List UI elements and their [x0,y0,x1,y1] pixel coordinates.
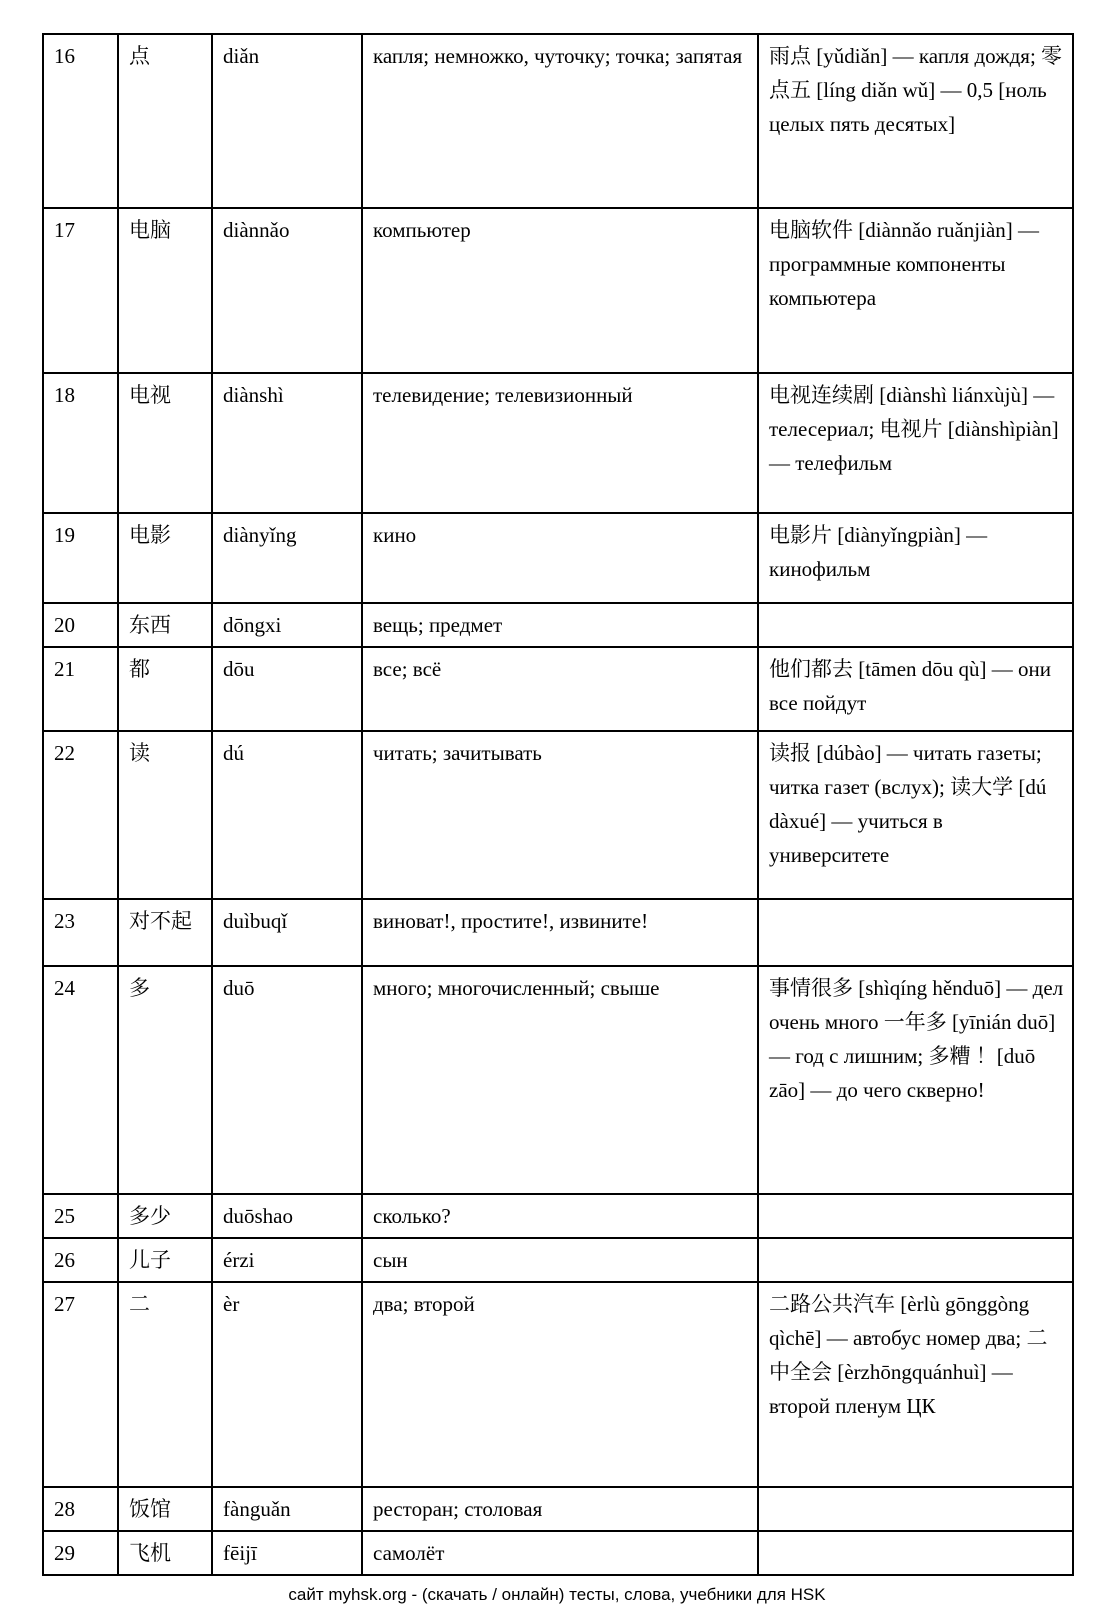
example-cell: 电视连续剧 [diànshì liánxùjù] — телесериал; 电视片 [diànshìpiàn] — телефильм [758,373,1073,513]
table-row [43,899,1073,966]
translation-cell: вещь; предмет [362,603,758,647]
row-number-cell: 29 [43,1531,118,1575]
pinyin-cell: duōshao [212,1194,362,1238]
hanzi-cell: 对不起 [118,899,212,966]
hanzi-cell: 读 [118,731,212,899]
footer-site-note: сайт myhsk.org - (скачать / онлайн) тесты, слова, учебники для HSK [288,1585,826,1604]
table-row [43,966,1073,1194]
hanzi-cell: 饭馆 [118,1487,212,1531]
row-number-cell: 22 [43,731,118,899]
row-number-cell: 16 [43,34,118,208]
pinyin-cell: dōu [212,647,362,731]
row-number-cell: 28 [43,1487,118,1531]
pinyin-cell: érzi [212,1238,362,1282]
hanzi-cell: 电脑 [118,208,212,373]
row-number-cell: 17 [43,208,118,373]
table-row [43,1282,1073,1487]
translation-cell: сын [362,1238,758,1282]
translation-cell: сколько? [362,1194,758,1238]
table-row [43,208,1073,373]
table-row [43,1487,1073,1531]
translation-cell: компьютер [362,208,758,373]
table-row [43,513,1073,603]
pinyin-cell: dú [212,731,362,899]
document-page [0,33,1114,1617]
translation-cell: капля; немножко, чуточку; точка; запятая [362,34,758,208]
table-row [43,603,1073,647]
translation-cell: все; всё [362,647,758,731]
example-cell [758,1238,1073,1282]
example-cell: 电影片 [diànyǐngpiàn] — кинофильм [758,513,1073,603]
translation-cell: ресторан; столовая [362,1487,758,1531]
pinyin-cell: èr [212,1282,362,1487]
pinyin-cell: diǎn [212,34,362,208]
translation-cell: самолёт [362,1531,758,1575]
hanzi-cell: 电影 [118,513,212,603]
hanzi-cell: 多少 [118,1194,212,1238]
example-cell [758,1194,1073,1238]
hanzi-cell: 多 [118,966,212,1194]
example-cell: 事情很多 [shìqíng hěnduō] — дел очень много 一年多 [yīnián duō] — год с лишним; 多糟 ！[duō zāo] — до чего скверно! [758,966,1073,1194]
table-row [43,1194,1073,1238]
table-row [43,647,1073,731]
pinyin-cell: dōngxi [212,603,362,647]
table-row [43,1238,1073,1282]
hanzi-cell: 电视 [118,373,212,513]
pinyin-cell: diànyǐng [212,513,362,603]
example-cell [758,1531,1073,1575]
pinyin-cell: duìbuqǐ [212,899,362,966]
row-number-cell: 21 [43,647,118,731]
translation-cell: два; второй [362,1282,758,1487]
example-cell: 他们都去 [tāmen dōu qù] — они все пойдут [758,647,1073,731]
hanzi-cell: 二 [118,1282,212,1487]
translation-cell: много; многочисленный; свыше [362,966,758,1194]
pinyin-cell: diànnǎo [212,208,362,373]
example-cell [758,1487,1073,1531]
row-number-cell: 25 [43,1194,118,1238]
translation-cell: кино [362,513,758,603]
table-row [43,1531,1073,1575]
pinyin-cell: duō [212,966,362,1194]
hanzi-cell: 儿子 [118,1238,212,1282]
row-number-cell: 19 [43,513,118,603]
translation-cell: читать; зачитывать [362,731,758,899]
pinyin-cell: diànshì [212,373,362,513]
example-cell: 电脑软件 [diànnǎo ruǎnjiàn] — программные компоненты компьютера [758,208,1073,373]
hanzi-cell: 都 [118,647,212,731]
row-number-cell: 20 [43,603,118,647]
vocab-table-body [43,34,1073,1575]
hanzi-cell: 点 [118,34,212,208]
hsk-vocabulary-table [42,33,1074,1576]
pinyin-cell: fēijī [212,1531,362,1575]
hanzi-cell: 东西 [118,603,212,647]
row-number-cell: 24 [43,966,118,1194]
example-cell [758,603,1073,647]
example-cell: 雨点 [yǔdiǎn] — капля дождя; 零点五 [líng diǎn wǔ] — 0,5 [ноль целых пять десятых] [758,34,1073,208]
example-cell: 二路公共汽车 [èrlù gōnggòng qìchē] — автобус номер два; 二中全会 [èrzhōngquánhuì] — второй пленум ЦК [758,1282,1073,1487]
row-number-cell: 27 [43,1282,118,1487]
table-row [43,34,1073,208]
example-cell [758,899,1073,966]
hanzi-cell: 飞机 [118,1531,212,1575]
table-row [43,373,1073,513]
row-number-cell: 23 [43,899,118,966]
translation-cell: телевидение; телевизионный [362,373,758,513]
row-number-cell: 18 [43,373,118,513]
row-number-cell: 26 [43,1238,118,1282]
translation-cell: виноват!, простите!, извините! [362,899,758,966]
pinyin-cell: fànguǎn [212,1487,362,1531]
example-cell: 读报 [dúbào] — читать газеты; читка газет (вслух); 读大学 [dú dàxué] — учиться в университете [758,731,1073,899]
table-row [43,731,1073,899]
